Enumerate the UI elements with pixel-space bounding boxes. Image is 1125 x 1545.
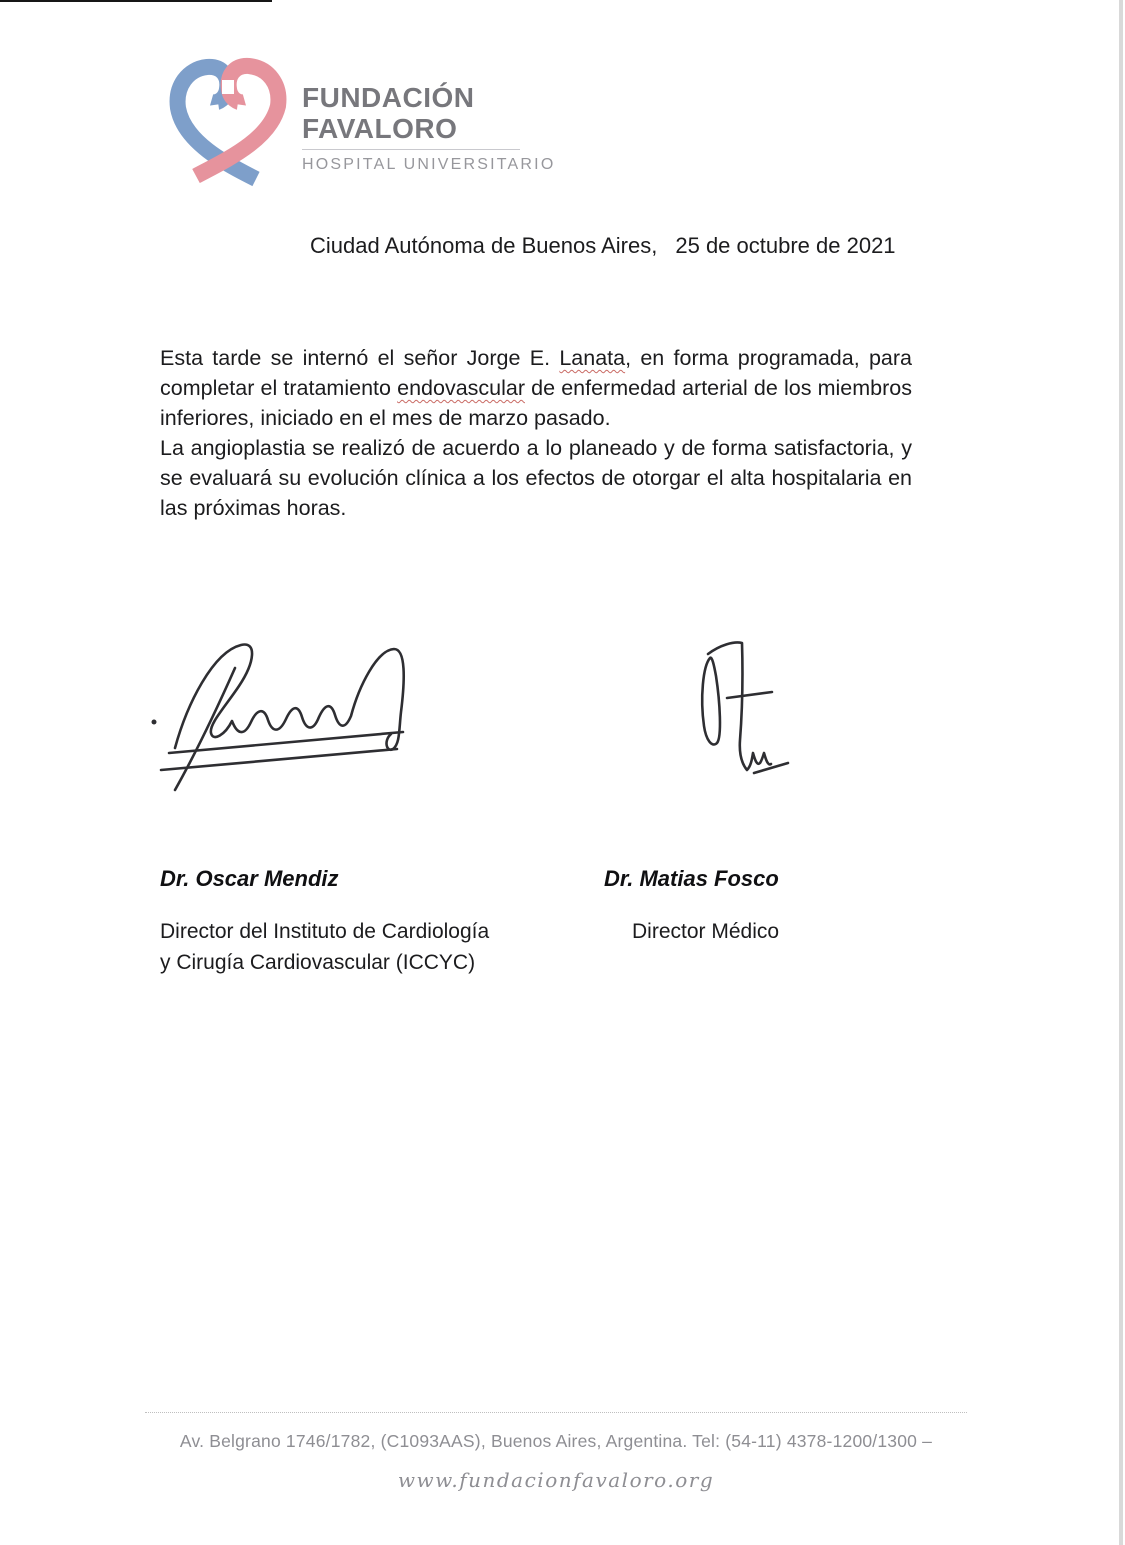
letter-body <box>160 343 912 523</box>
letterhead-divider <box>302 149 520 150</box>
signature-oscar-mendiz <box>145 618 435 803</box>
title-line: Director del Instituto de Cardiología <box>160 920 490 943</box>
date-value: 25 de octubre de 2021 <box>675 233 896 258</box>
p1-text: , en forma programada, para completar el tratamiento <box>160 346 912 400</box>
footer-address: Av. Belgrano 1746/1782, (C1093AAS), Buenos Aires, Argentina. Tel: (54-11) 4378-1200/1300 – <box>179 1431 933 1451</box>
org-subtitle: HOSPITAL UNIVERSITARIO <box>302 156 556 173</box>
signatory-title-matias-fosco <box>632 916 779 947</box>
org-name-line1: FUNDACIÓN <box>302 82 475 113</box>
title-line: y Cirugía Cardiovascular (ICCYC) <box>160 951 476 974</box>
p1-misspelled-lanata: Lanata <box>559 346 626 370</box>
scan-edge-top <box>0 0 272 2</box>
paragraph-2: La angioplastia se realizó de acuerdo a lo planeado y de forma satisfactoria, y se evaluará su evolución clínica a los efectos de otorgar el alta hospitalaria en las próximas horas. <box>160 436 912 520</box>
date-city: Ciudad Autónoma de Buenos Aires, <box>310 233 658 258</box>
signatory-title-oscar-mendiz <box>160 916 489 978</box>
date-line <box>310 233 896 259</box>
signature-matias-fosco <box>696 636 806 781</box>
p1-text: de enfermedad arterial de los miembros inferiores, iniciado en el mes de marzo pasado. <box>160 376 912 430</box>
scan-edge-right <box>1119 0 1123 1545</box>
letterhead <box>168 56 555 190</box>
favaloro-heart-logo-icon <box>168 56 288 190</box>
org-name-line2: FAVALORO <box>302 113 458 144</box>
p1-text: Esta tarde se internó el señor Jorge E. <box>160 346 560 370</box>
signatory-name-oscar-mendiz: Dr. Oscar Mendiz <box>160 866 339 891</box>
paragraph-1 <box>160 343 912 433</box>
signatory-name-matias-fosco: Dr. Matias Fosco <box>604 866 779 891</box>
footer <box>145 1412 967 1492</box>
letterhead-text <box>302 56 555 174</box>
footer-website: www.fundacionfavaloro.org <box>397 1468 715 1492</box>
p1-misspelled-endovascular: endovascular <box>397 376 525 400</box>
title-line: Director Médico <box>632 920 780 943</box>
